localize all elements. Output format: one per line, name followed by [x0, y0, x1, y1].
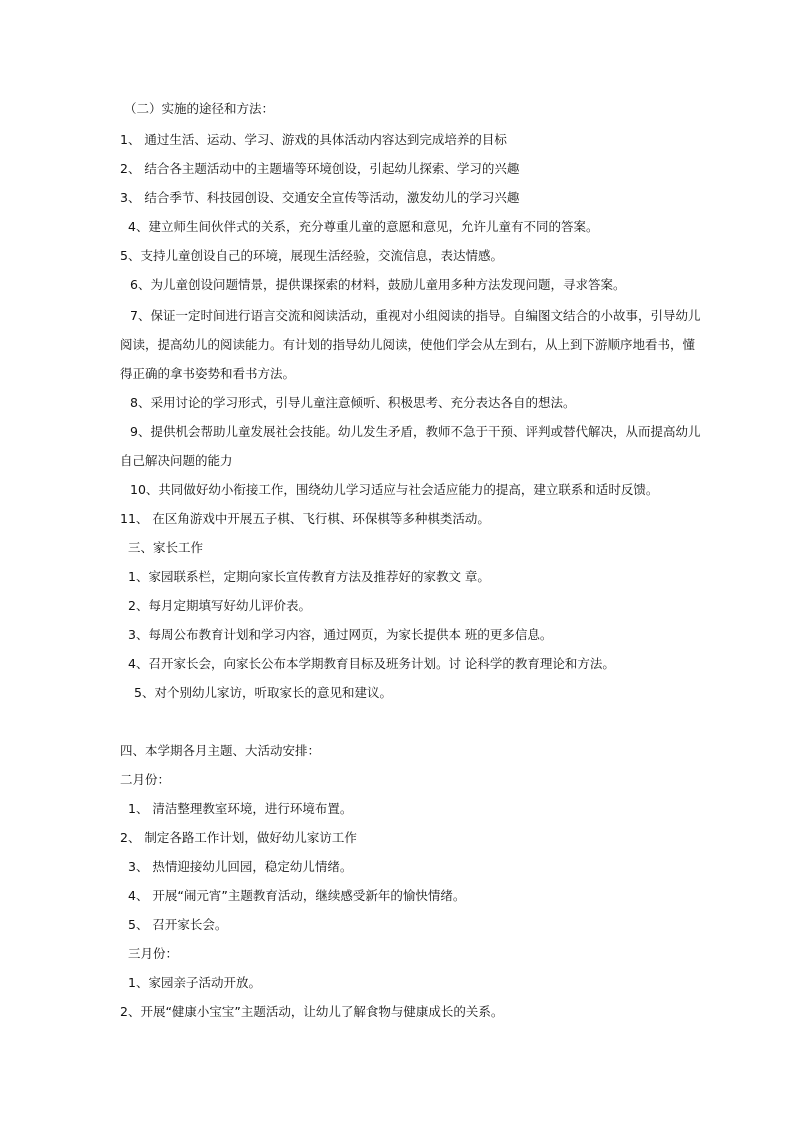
- paragraph-line: 2、 制定各路工作计划，做好幼儿家访工作: [120, 830, 357, 845]
- paragraph-line: 4、召开家长会，向家长公布本学期教育目标及班务计划。讨 论科学的教育理论和方法。: [128, 656, 615, 671]
- paragraph-line: 11、 在区角游戏中开展五子棋、飞行棋、环保棋等多种棋类活动。: [120, 511, 490, 526]
- paragraph-line: 6、为儿童创设问题情景，提供课探索的材料，鼓励儿童用多种方法发现问题，寻求答案。: [130, 277, 626, 292]
- paragraph-line: 3、 结合季节、科技园创设、交通安全宣传等活动，激发幼儿的学习兴趣: [120, 190, 520, 205]
- month-heading: 二月份：: [120, 772, 171, 787]
- paragraph-line: 10、共同做好幼小衔接工作，围绕幼儿学习适应与社会适应能力的提高，建立联系和适时反馈。: [130, 482, 659, 497]
- paragraph-line: 5、对个别幼儿家访，听取家长的意见和建议。: [134, 685, 392, 700]
- paragraph-line: 2、开展“健康小宝宝”主题活动，让幼儿了解食物与健康成长的关系。: [120, 1004, 504, 1019]
- paragraph-line: 4、建立师生间伙伴式的关系，充分尊重儿童的意愿和意见，允许儿童有不同的答案。: [128, 219, 599, 234]
- paragraph-line: 3、 热情迎接幼儿回园，稳定幼儿情绪。: [128, 859, 353, 874]
- paragraph-line: 7、保证一定时间进行语言交流和阅读活动，重视对小组阅读的指导。自编图文结合的小故事，引导幼儿: [130, 308, 701, 323]
- paragraph-line: 1、家园联系栏，定期向家长宣传教育方法及推荐好的家教文 章。: [128, 569, 490, 584]
- paragraph-line: 1、家园亲子活动开放。: [128, 975, 261, 990]
- section-heading: （二）实施的途径和方法：: [124, 101, 275, 116]
- paragraph-line: 5、支持儿童创设自己的环境，展现生活经验，交流信息，表达情感。: [120, 248, 503, 263]
- section-heading: 四、本学期各月主题、大活动安排：: [120, 743, 321, 758]
- paragraph-line: 9、提供机会帮助儿童发展社会技能。幼儿发生矛盾，教师不急于干预、评判或替代解决，从而提高幼儿: [130, 424, 701, 439]
- paragraph-line: 1、 清洁整理教室环境，进行环境布置。: [128, 801, 353, 816]
- paragraph-line: 阅读，提高幼儿的阅读能力。有计划的指导幼儿阅读，使他们学会从左到右，从上到下游顺序地看书，懂: [120, 337, 696, 352]
- paragraph-line: 2、 结合各主题活动中的主题墙等环境创设，引起幼儿探索、学习的兴趣: [120, 161, 520, 176]
- paragraph-line: 4、 开展“闹元宵”主题教育活动，继续感受新年的愉快情绪。: [128, 888, 466, 903]
- paragraph-line: 8、采用讨论的学习形式，引导儿童注意倾听、积极思考、充分表达各自的想法。: [130, 395, 576, 410]
- paragraph-line: 3、每周公布教育计划和学习内容，通过网页，为家长提供本 班的更多信息。: [128, 627, 553, 642]
- month-heading: 三月份：: [128, 946, 179, 961]
- paragraph-line: 2、每月定期填写好幼儿评价表。: [128, 598, 311, 613]
- paragraph-line: 5、 召开家长会。: [128, 917, 228, 932]
- section-heading: 三、家长工作: [128, 540, 204, 555]
- paragraph-line: 得正确的拿书姿势和看书方法。: [120, 366, 296, 381]
- paragraph-line: 自己解决问题的能力: [120, 453, 233, 468]
- paragraph-line: 1、 通过生活、运动、学习、游戏的具体活动内容达到完成培养的目标: [120, 132, 507, 147]
